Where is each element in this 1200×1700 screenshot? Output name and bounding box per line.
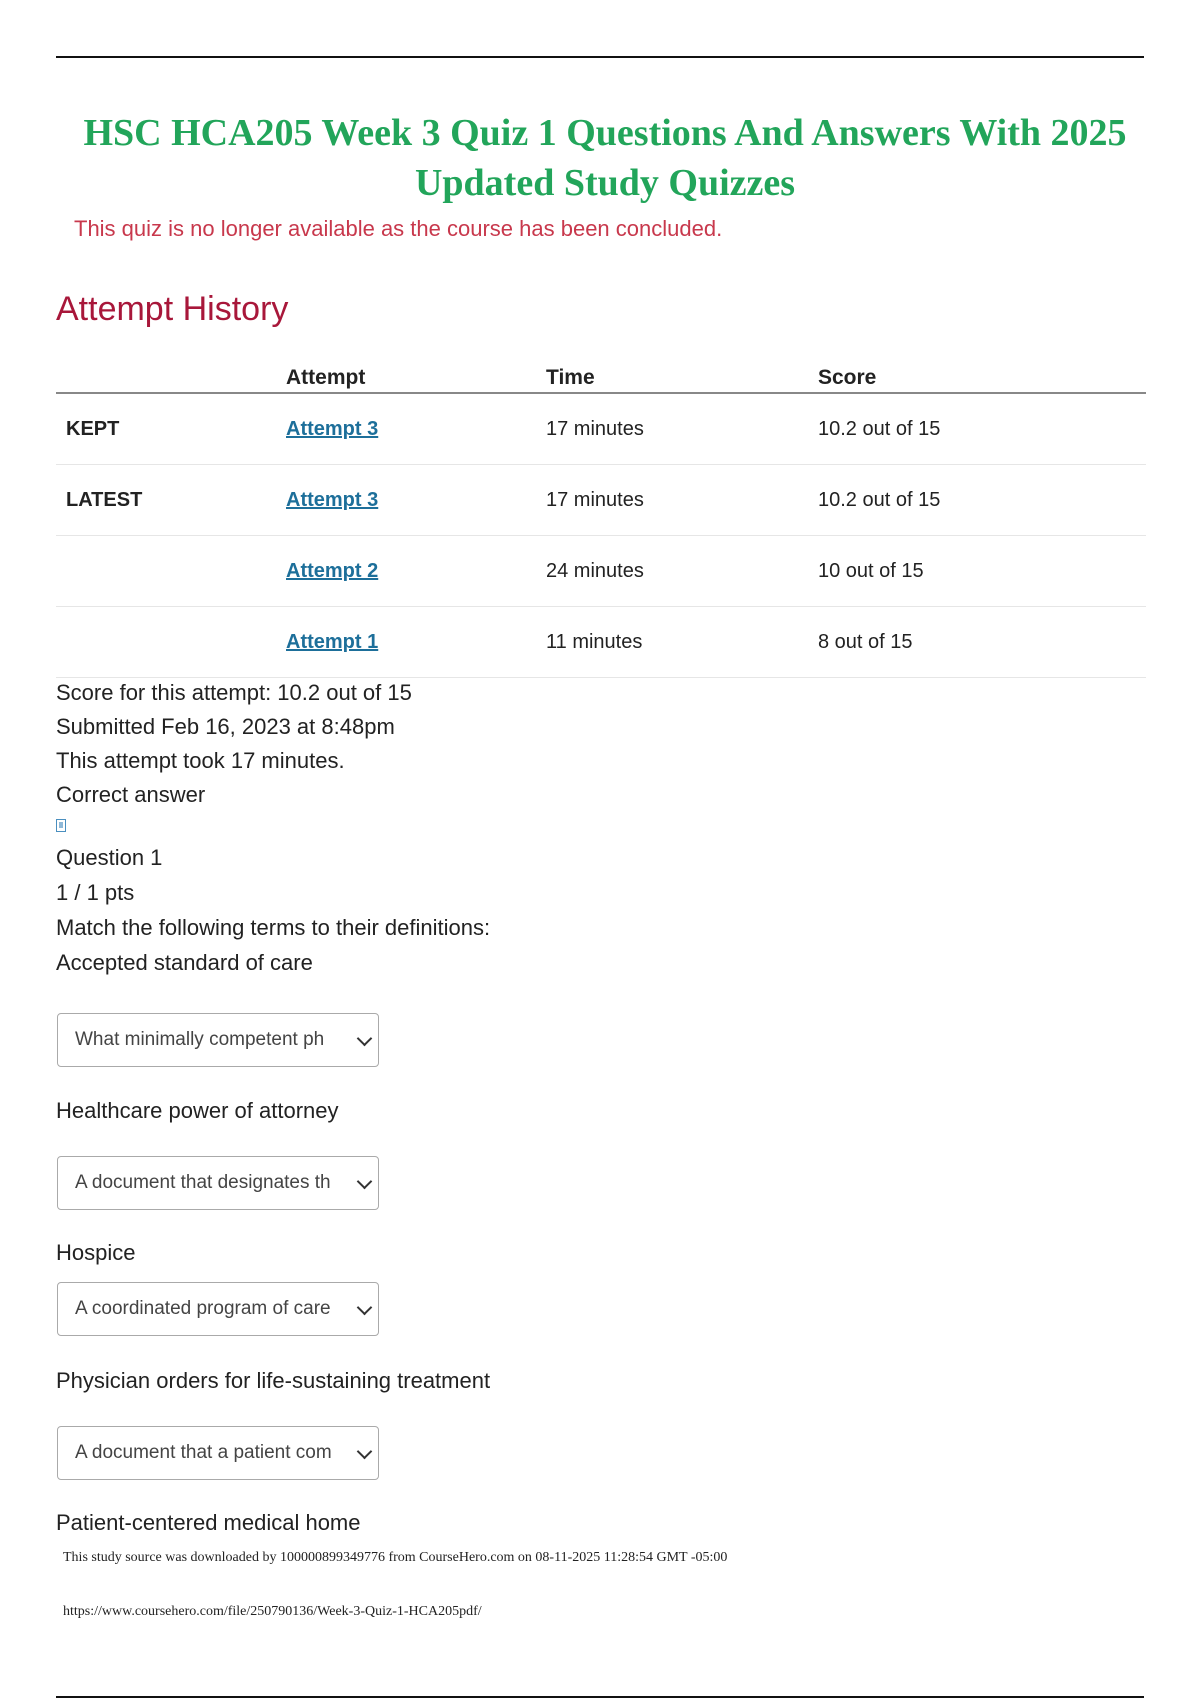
download-note: This study source was downloaded by 100000899349776 from CourseHero.com on 08-11-2025 11:28:54 GMT -05:00	[63, 1550, 728, 1565]
bottom-rule	[56, 1696, 1144, 1698]
selected-answer: A document that a patient com	[75, 1442, 332, 1463]
document-title: HSC HCA205 Week 3 Quiz 1 Questions And Answers With 2025 Updated Study Quizzes	[83, 112, 1127, 204]
top-rule	[56, 56, 1144, 58]
attempt-status	[56, 536, 276, 607]
question-points: 1 / 1 pts	[56, 880, 135, 905]
column-header-status	[56, 354, 276, 393]
table-row	[56, 393, 1146, 465]
selected-answer: A coordinated program of care	[75, 1298, 331, 1319]
match-term: Patient-centered medical home	[56, 1510, 361, 1535]
attempt-link[interactable]: Attempt 3	[286, 417, 379, 440]
attempt-time: 17 minutes	[536, 465, 808, 536]
table-row	[56, 465, 1146, 536]
attempt-time: 24 minutes	[536, 536, 808, 607]
column-header-score: Score	[808, 354, 1146, 393]
table-row	[56, 607, 1146, 678]
column-header-attempt: Attempt	[276, 354, 536, 393]
chevron-down-icon	[357, 1174, 373, 1190]
attempt-score: 10.2 out of 15	[808, 465, 1146, 536]
match-term: Hospice	[56, 1240, 136, 1265]
table-header-row	[56, 354, 1146, 393]
match-term: Physician orders for life-sustaining treatment	[56, 1368, 491, 1393]
attempt-time: 17 minutes	[536, 393, 808, 465]
match-answer-select[interactable]	[57, 1282, 379, 1336]
attempt-status: KEPT	[56, 393, 276, 465]
attempt-link[interactable]: Attempt 2	[286, 559, 379, 582]
table-row	[56, 536, 1146, 607]
match-answer-select[interactable]	[57, 1156, 379, 1210]
attempt-time: 11 minutes	[536, 607, 808, 678]
match-answer-select[interactable]	[57, 1426, 379, 1480]
column-header-time: Time	[536, 354, 808, 393]
quiz-unavailable-notice: This quiz is no longer available as the course has been concluded.	[74, 216, 723, 241]
attempt-score: 8 out of 15	[808, 607, 1146, 678]
match-term: Healthcare power of attorney	[56, 1098, 339, 1123]
question-prompt: Match the following terms to their definitions:	[56, 915, 491, 940]
source-url: https://www.coursehero.com/file/250790136/Week-3-Quiz-1-HCA205pdf/	[63, 1604, 482, 1619]
match-answer-select[interactable]	[57, 1013, 379, 1067]
attempt-link[interactable]: Attempt 1	[286, 630, 379, 653]
correct-answer-label: Correct answer	[56, 782, 206, 807]
attempt-score: 10.2 out of 15	[808, 393, 1146, 465]
question-number: Question 1	[56, 845, 163, 870]
selected-answer: A document that designates th	[75, 1172, 331, 1193]
attempt-status: LATEST	[56, 465, 276, 536]
question-header	[56, 840, 490, 980]
attempt-score-text: Score for this attempt: 10.2 out of 15	[56, 680, 412, 705]
attempt-status	[56, 607, 276, 678]
attempt-duration-text: This attempt took 17 minutes.	[56, 748, 345, 773]
chevron-down-icon	[357, 1444, 373, 1460]
attempt-link[interactable]: Attempt 3	[286, 488, 379, 511]
attempt-history-heading: Attempt History	[56, 290, 289, 328]
attempt-history-table	[56, 354, 1146, 678]
chevron-down-icon	[357, 1300, 373, 1316]
attempt-score: 10 out of 15	[808, 536, 1146, 607]
attempt-summary	[56, 676, 412, 812]
submitted-date-text: Submitted Feb 16, 2023 at 8:48pm	[56, 714, 395, 739]
flag-question-icon[interactable]	[56, 819, 66, 832]
match-term: Accepted standard of care	[56, 950, 313, 975]
selected-answer: What minimally competent ph	[75, 1029, 325, 1050]
chevron-down-icon	[357, 1031, 373, 1047]
